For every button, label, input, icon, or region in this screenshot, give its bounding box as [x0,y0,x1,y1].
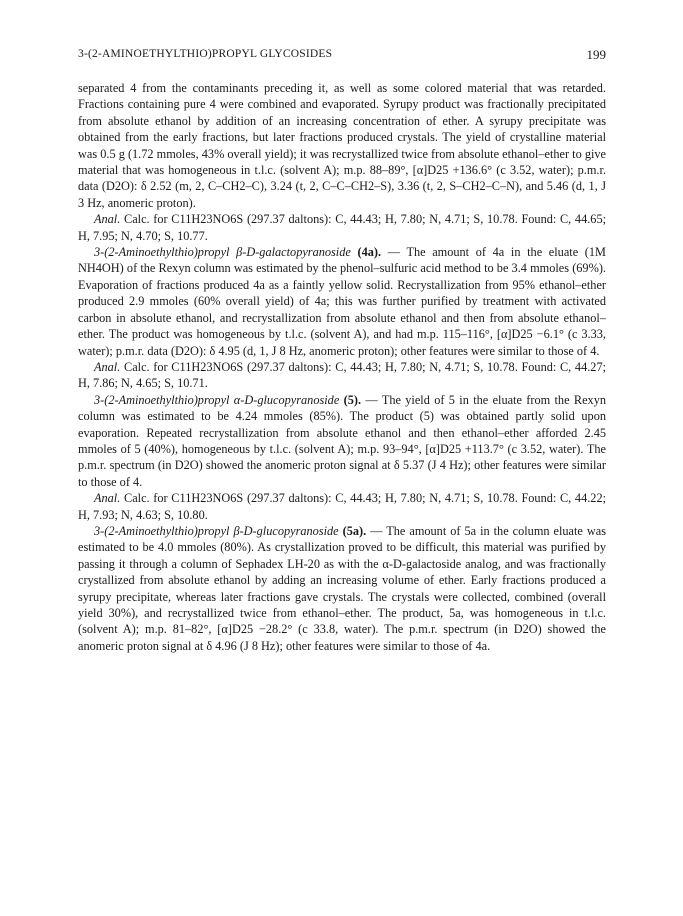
analysis-paragraph [78,490,606,523]
compound-paragraph-5a [78,523,606,654]
analysis-paragraph [78,359,606,392]
compound-title: 3-(2-Aminoethylthio)propyl α-D-glucopyranoside [94,392,340,407]
analysis-paragraph [78,211,606,244]
compound-paragraph-5 [78,392,606,490]
compound-text: — The amount of 4a in the eluate (1M NH4OH) of the Rexyn column was estimated by the phenol–sulfuric acid method to be 3.4 mmoles (69%). Evaporation of fractions produced 4a as a faintly yellow solid. Recrystallization from 95% ethanol–ether produced 2.9 mmoles (60% overall yield) of 4a; this was further purified by treatment with activated carbon in absolute ethanol, and recrystallization from absolute ethanol and then from absolute ethanol–ether. The product was homogeneous by t.l.c. (solvent A), and had m.p. 115–116°, [α]D25 −6.1° (c 3.33, water); p.m.r. data (D2O): δ 4.95 (d, 1, J 8 Hz, anomeric proton); other features were similar to those of 4. [78,245,606,358]
compound-title: 3-(2-Aminoethylthio)propyl β-D-glucopyranoside [94,523,339,538]
page-number: 199 [586,47,606,62]
analysis-text: Calc. for C11H23NO6S (297.37 daltons): C, 44.43; H, 7.80; N, 4.71; S, 10.78. Found: C, 44.65; H, 7.95; N, 4.70; S, 10.77. [78,212,607,243]
compound-paragraph-4a [78,244,606,359]
body-text [78,80,606,654]
analysis-text: Calc. for C11H23NO6S (297.37 daltons): C, 44.43; H, 7.80; N, 4.71; S, 10.78. Found: C, 44.27; H, 7.86; N, 4.65; S, 10.71. [78,359,607,391]
running-title: 3-(2-AMINOETHYLTHIO)PROPYL GLYCOSIDES [78,48,333,60]
compound-label: (5). [343,392,362,407]
compound-label: (4a). [357,245,382,260]
paragraph-text: separated 4 from the contaminants preceding it, as well as some colored material that was retarded. Fractions containing pure 4 were combined and evaporated. Syrupy product was fractionally precipitated from absolute ethanol by addition of an increasing concentration of ether. A syrupy precipitate was obtained from the early fractions, but later fractions produced crystals. The yield of crystalline material was 0.5 g (1.72 mmoles, 43% overall yield); it was recrystallized twice from absolute ethanol–ether to give material that was homogeneous in t.l.c. (solvent A); m.p. 88–89°, [α]D25 +136.6° (c 3.52, water); p.m.r. data (D2O): δ 2.52 (m, 2, C–CH2–C), 3.24 (t, 2, C–C–CH2–S), 3.36 (t, 2, S–CH2–C–N), and 5.46 (d, 1, J 3 Hz, anomeric proton). [78,81,606,210]
compound-title: 3-(2-Aminoethylthio)propyl β-D-galactopyranoside [94,245,351,260]
compound-text: — The yield of 5 in the eluate from the Rexyn column was estimated to be 4.24 mmoles (85%). The product (5) was obtained partly solid upon evaporation. Repeated recrystallization from absolute ethanol and then ethanol–ether afforded 2.45 mmoles of 5 (40%), homogeneous by t.l.c. (solvent A); m.p. 93–94°, [α]D25 +113.7° (c 3.52, water). The p.m.r. spectrum (in D2O) showed the anomeric proton signal at δ 5.37 (J 4 Hz); other features were similar to those of 4. [78,392,606,489]
analysis-label: Anal. [94,212,121,227]
running-header [78,48,606,64]
analysis-label: Anal. [94,359,121,374]
analysis-label: Anal. [94,491,121,506]
paragraph-continuation [78,80,606,211]
compound-text: — The amount of 5a in the column eluate was estimated to be 4.0 mmoles (80%). As crystallization proved to be difficult, this material was purified by passing it through a column of Sephadex LH-20 as with the α-D-galactoside analog, and was fractionally crystallized from absolute ethanol by adding an increasing volume of ether. Early fractions produced a syrupy precipitate, whereas later fractions gave crystals. The crystals were collected, combined (overall yield 30%), and recrystallized twice from ethanol–ether. The product, 5a, was homogeneous in t.l.c. (solvent A); m.p. 81–82°, [α]D25 −28.2° (c 33.8, water). The p.m.r. spectrum (in D2O) showed the anomeric proton signal at δ 4.96 (J 8 Hz); other features were similar to those of 4a. [78,523,607,653]
analysis-text: Calc. for C11H23NO6S (297.37 daltons): C, 44.43; H, 7.80; N, 4.71; S, 10.78. Found: C, 44.22; H, 7.93; N, 4.63; S, 10.80. [78,491,607,522]
compound-label: (5a). [342,523,367,538]
